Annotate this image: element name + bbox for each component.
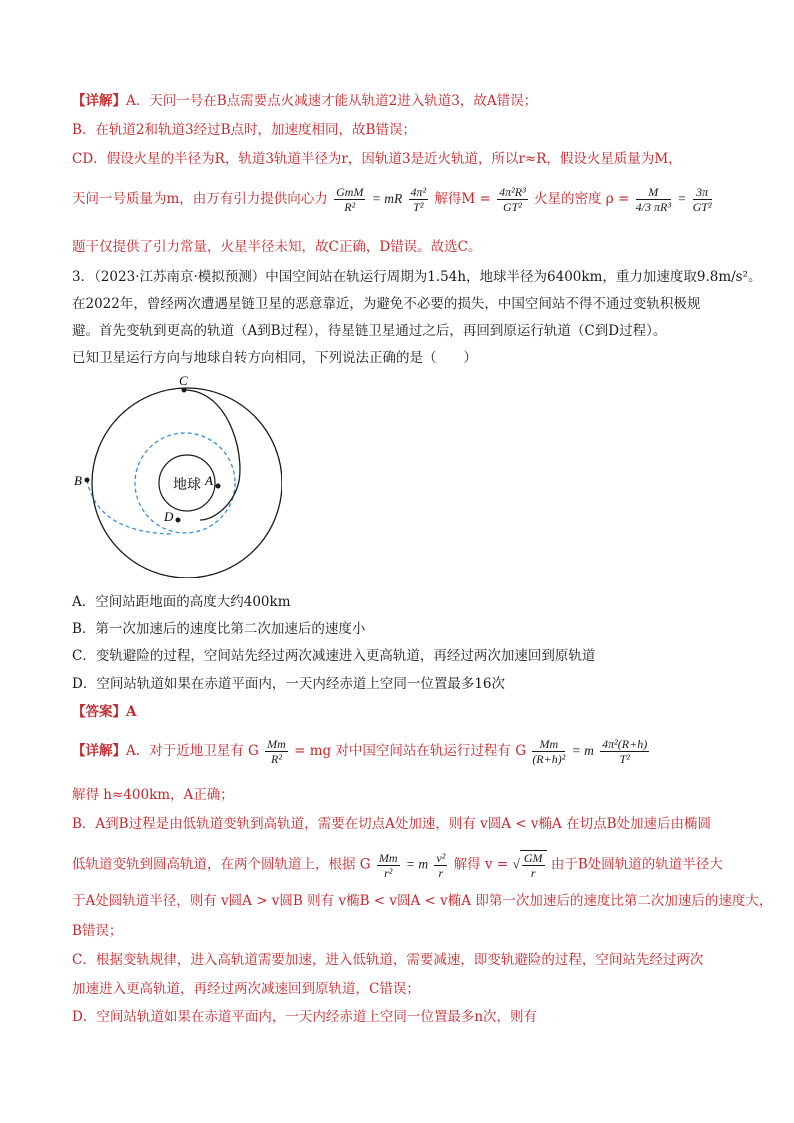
detail2-line-b3: 于A处圆轨道半径，则有 v圆A > v圆B 则有 v椭B < v圆A < v椭A 即第一次加速后的速度比第二次加速后的速度大， xyxy=(72,893,773,909)
cd2-text-a: 天问一号质量为m，由万有引力提供向心力 xyxy=(72,191,328,207)
detail2-line-c2: 加速进入更高轨道，再经过两次减速回到原轨道，C错误； xyxy=(72,981,420,997)
option-b: B．第一次加速后的速度比第二次加速后的速度小 xyxy=(72,621,366,637)
detail2-line-b4: B错误； xyxy=(72,923,123,939)
answer-tag: 【答案】 xyxy=(72,704,126,720)
detail1-tag: 【详解】 xyxy=(72,93,126,109)
question-line-1: 3．（2023·江苏南京·模拟预测）中国空间站在轨运行周期为1.54h，地球半径为6400km，重力加速度取9.8m/s²。 xyxy=(72,269,762,285)
fraction-3pi-gt2: $\frac{3\pi}{\text{GT²}}$ xyxy=(692,185,712,214)
question-line-2: 在2022年，曾经两次遭遇星链卫星的恶意靠近，为避免不必要的损失，中国空间站不得不通过变轨积极规 xyxy=(72,296,701,312)
question-line-3: 避。首先变轨到更高的轨道（A到B过程），待星链卫星通过之后，再回到原运行轨道（C到D过程）。 xyxy=(72,323,667,339)
detail1-line-a xyxy=(72,92,537,110)
detail1-line-cd3: 题干仅提供了引力常量，火星半径未知，故C正确，D错误。故选C。 xyxy=(72,239,482,255)
fraction-4pi2rh-t2: $\frac{\text{4π²(R+h)}}{\text{T²}}$ xyxy=(602,737,648,766)
cd2-text-c: 火星的密度 ρ = xyxy=(534,191,630,207)
fraction-gmm-r2: $\frac{\text{GmM}}{\text{R²}}$ xyxy=(336,185,364,214)
question-line-4: 已知卫星运行方向与地球自转方向相同，下列说法正确的是（ ） xyxy=(72,350,477,366)
detail1-line-cd1: CD．假设火星的半径为R，轨道3轨道半径为r，因轨道3是近火轨道，所以r≈R，假设火星质量为M， xyxy=(72,151,682,167)
detail2-a3: = m xyxy=(571,743,594,758)
fraction-mm-rh2: $\frac{Mm}{\text{(R+h)²}}$ xyxy=(532,737,566,766)
detail2-a2: = mg 对中国空间站在轨运行过程有 G xyxy=(294,743,527,759)
cd2-text-b: 解得M = xyxy=(434,191,491,207)
point-a-dot xyxy=(216,484,221,489)
label-b: B xyxy=(74,473,82,488)
option-d: D．空间站轨道如果在赤道平面内，一天内经赤道上空同一位置最多16次 xyxy=(72,676,506,692)
point-c-dot xyxy=(182,388,187,393)
option-c: C．变轨避险的过程，空间站先经过两次减速进入更高轨道，再经过两次加速回到原轨道 xyxy=(72,648,596,664)
detail2-tag: 【详解】 xyxy=(72,743,126,759)
answer-line xyxy=(72,703,136,721)
point-d-dot xyxy=(176,518,181,523)
fraction-4pi2-t2: $\frac{\text{4π²}}{\text{T²}}$ xyxy=(410,185,427,214)
detail2-b2a: 低轨道变轨到圆高轨道，在两个圆轨道上，根据 G xyxy=(72,856,371,873)
detail2-line-b2 xyxy=(72,850,723,880)
eq-mr: = mR xyxy=(371,191,403,206)
detail2-b2b: = m xyxy=(405,856,429,872)
label-d: D xyxy=(164,509,174,524)
answer-value: A xyxy=(126,704,137,720)
option-a: A．空间站距地面的高度大约400km xyxy=(72,594,291,610)
eq-equals: = xyxy=(677,191,687,206)
detail2-b2d: 由于B处圆轨道的轨道半径大 xyxy=(550,856,723,873)
orbit-diagram xyxy=(72,368,282,578)
label-c: C xyxy=(179,373,188,388)
detail2-line-c1: C．根据变轨规律，进入高轨道需要加速，进入低轨道，需要减速，即变轨避险的过程，空间站先经过两次 xyxy=(72,952,704,968)
detail2-line-d1: D．空间站轨道如果在赤道平面内，一天内经赤道上空同一位置最多n次，则有 xyxy=(72,1009,538,1025)
earth-label: 地球 xyxy=(173,477,201,493)
detail2-b2c: 解得 v = xyxy=(453,856,509,873)
fraction-v2-r: $\frac{\text{v²}}{r}$ xyxy=(436,850,446,880)
detail1-line-cd2 xyxy=(72,185,714,214)
fraction-mm-r2-b: $\frac{Mm}{\text{r²}}$ xyxy=(378,850,398,880)
detail1-a-text: A．天问一号在B点需要点火减速才能从轨道2进入轨道3，故A错误； xyxy=(126,93,538,109)
detail2-line-a xyxy=(72,737,651,766)
fraction-density: $\frac{M}{\text{4/3 πR³}}$ xyxy=(635,185,671,214)
detail1-line-b: B．在轨道2和轨道3经过B点时，加速度相同，故B错误； xyxy=(72,122,416,138)
label-a: A xyxy=(205,473,213,488)
detail2-a1: A．对于近地卫星有 G xyxy=(126,743,259,759)
fraction-mass: $\frac{\text{4π²R³}}{\text{GT²}}$ xyxy=(499,185,526,214)
detail2-line-b1: B．A到B过程是由低轨道变轨到高轨道，需要在切点A处加速，则有 v圆A < v椭A 在切点B处加速后由椭圆 xyxy=(72,816,711,832)
fraction-mm-r2: $\frac{Mm}{\text{R²}}$ xyxy=(267,737,286,766)
sqrt-gm-r: √ $\frac{GM}{r}$ xyxy=(512,850,546,880)
point-b-dot xyxy=(85,478,90,483)
detail2-line-a4: 解得 h≈400km，A正确； xyxy=(72,787,234,803)
